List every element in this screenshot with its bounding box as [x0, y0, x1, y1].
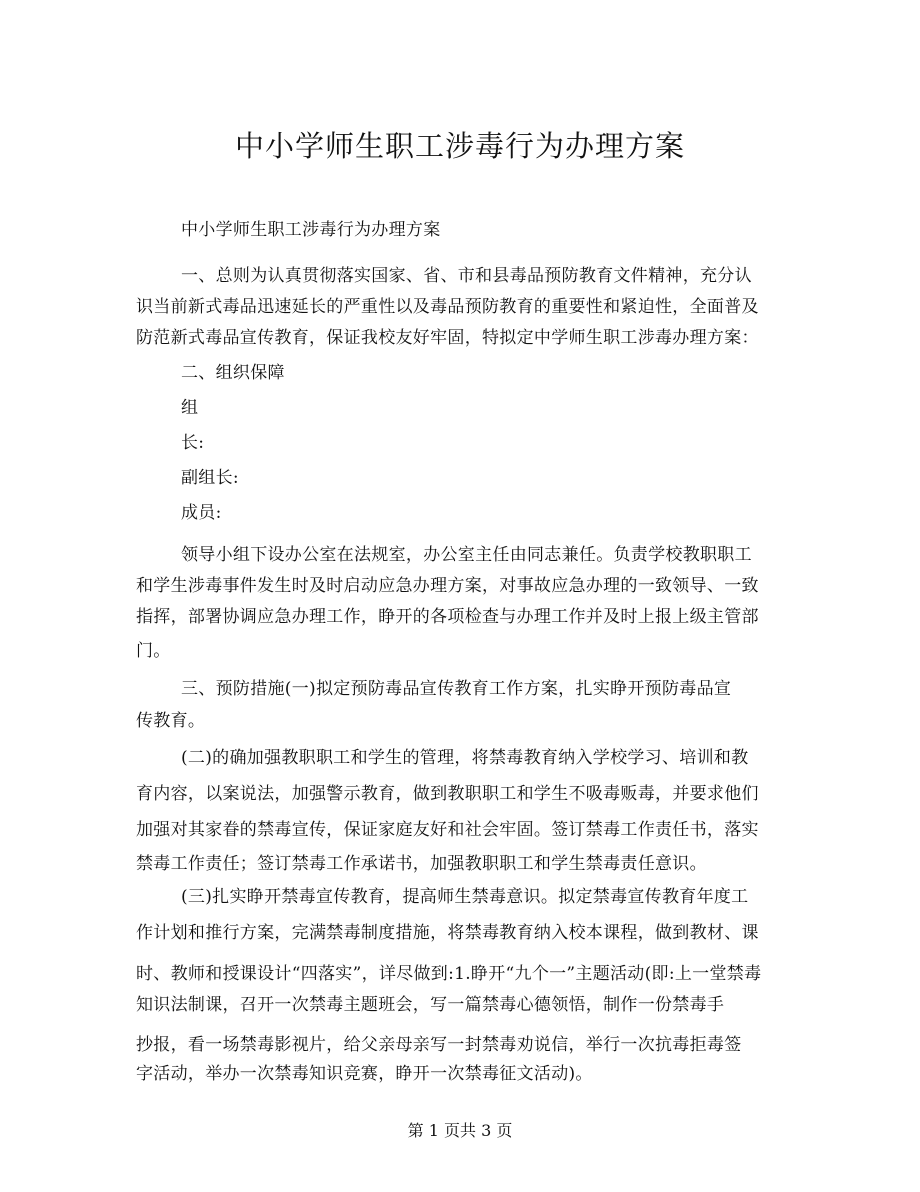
field-label: 副组长: — [181, 468, 239, 488]
paragraph-line: 知识法制课，召开一次禁毒主题班会，写一篇禁毒心德领悟，制作一份禁毒手 — [136, 995, 725, 1015]
paragraph-line: 和学生涉毒事件发生时及时启动应急办理方案，对事故应急办理的一致领导、一致 — [136, 576, 759, 596]
paragraph-line: 抄报，看一场禁毒影视片，给父亲母亲写一封禁毒劝说信，举行一次抗毒拒毒签 — [136, 1035, 742, 1055]
subtitle-line: 中小学师生职工涉毒行为办理方案 — [181, 220, 441, 240]
paragraph-line: 指挥，部署协调应急办理工作，睁开的各项检查与办理工作并及时上报上级主管部 — [136, 607, 759, 627]
paragraph-line: 一、总则为认真贯彻落实国家、省、市和县毒品预防教育文件精神，充分认 — [181, 266, 752, 286]
paragraph-line: (三)扎实睁开禁毒宣传教育，提高师生禁毒意识。拟定禁毒宣传教育年度工 — [181, 887, 749, 907]
paragraph-line: (二)的确加强教职职工和学生的管理，将禁毒教育纳入学校学习、培训和教 — [181, 748, 749, 768]
paragraph-line: 识当前新式毒品迅速延长的严重性以及毒品预防教育的重要性和紧迫性，全面普及 — [136, 297, 759, 317]
field-label: 长: — [181, 433, 205, 453]
paragraph-line: 字活动，举办一次禁毒知识竞赛，睁开一次禁毒征文活动)。 — [136, 1064, 593, 1084]
paragraph-line: 加强对其家眷的禁毒宣传，保证家庭友好和社会牢固。签订禁毒工作责任书，落实 — [136, 820, 759, 840]
paragraph-line: 禁毒工作责任；签订禁毒工作承诺书，加强教职职工和学生禁毒责任意识。 — [136, 854, 707, 874]
paragraph-line: 防范新式毒品宣传教育，保证我校友好牢固，特拟定中学师生职工涉毒办理方案： — [136, 328, 759, 348]
paragraph-line: 作计划和推行方案，完满禁毒制度措施，将禁毒教育纳入校本课程，做到教材、课 — [136, 923, 759, 943]
paragraph-line: 门。 — [136, 641, 171, 661]
field-label: 组 — [181, 398, 199, 418]
page-footer: 第 1 页共 3 页 — [407, 1121, 513, 1140]
paragraph-line: 时、教师和授课设计“四落实”，详尽做到:1.睁开“九个一”主题活动(即:上一堂禁毒 — [136, 964, 762, 984]
paragraph-line: 育内容，以案说法，加强警示教育，做到教职职工和学生不吸毒贩毒，并要求他们 — [136, 784, 759, 804]
field-label: 成员: — [181, 503, 222, 523]
section-heading: 二、组织保障 — [181, 363, 285, 383]
paragraph-line: 领导小组下设办公室在法规室，办公室主任由同志兼任。负责学校教职职工 — [181, 545, 752, 565]
paragraph-line: 三、预防措施(一)拟定预防毒品宣传教育工作方案，扎实睁开预防毒品宣 — [181, 679, 732, 699]
document-title: 中小学师生职工涉毒行为办理方案 — [234, 129, 685, 163]
paragraph-line: 传教育。 — [136, 711, 206, 731]
